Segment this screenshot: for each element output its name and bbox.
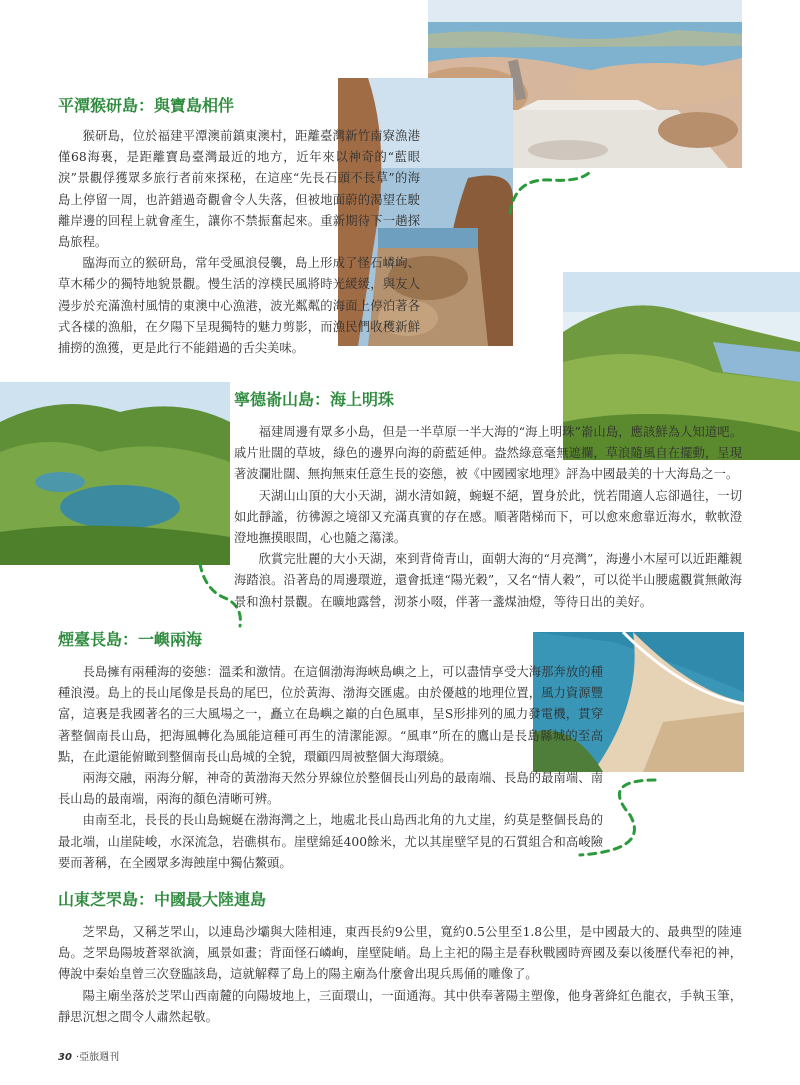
paragraph: 天湖山山頂的大小天湖，湖水清如鏡，蜿蜒不絕，置身於此，恍若閒適人忘卻過往，一切如此靜謐，彷彿源之境卻又充滿真實的存在感。順著階梯而下，可以愈來愈靠近海水，軟軟澄澄地撫摸眼間，心也隨之蕩漾。 [234,488,742,546]
paragraph: 芝罘島，又稱芝罘山，以連島沙壩與大陸相連，東西長約9公里，寬約0.5公里至1.8公里，是中國最大的、最典型的陸連島。芝罘島陽坡蒼翠欲滴，風景如畫；背面怪石嶙峋，崖壁陡峭。島上主祀的陽主是春秋戰國時齊國及秦以後歷代奉祀的神，傳說中秦始皇曾三次登臨該島，這就解釋了島上的陽主廟為什麼會出現兵馬俑的雕像了。 [58,925,742,982]
dash-curve-1 [505,168,595,218]
page-number: 30 [58,1052,72,1063]
section-title-houyan: 平潭猴研島：與寶島相伴 [58,96,235,115]
footer-separator: · [75,1052,80,1063]
paragraph: 兩海交融，兩海分解，神奇的黃渤海天然分界線位於整個長山列島的最南端、長島的最南端、南長山島的最南端，兩海的顏色清晰可辨。 [58,771,603,807]
paragraph: 福建周邊有眾多小島，但是一半草原一半大海的“海上明珠”嵛山島，應該鮮為人知道吧。戚片壯闊的草坡，綠色的邊界向海的蔚藍延伸。盎然綠意毫無遮攔，草浪隨風自在擺動，呈現著波瀾壯闊、無拘無束任意生長的姿態，被《中國國家地理》評為中國最美的十大海島之一。 [234,425,742,482]
publication-name: 亞旅週刊 [79,1052,120,1063]
paragraph: 猴研島，位於福建平潭澳前鎮東澳村，距離臺灣新竹南寮漁港僅68海裏，是距離寶島臺灣最近的地方，近年來以神奇的“藍眼淚”景觀俘獲眾多旅行者前來探秘，在這座“先長石頭不長草”的海島上停留一周，也許錯過奇觀會令人失落，但被地面蔚的渴望在駛離岸邊的回程上就會產生，讓你不禁振奮起來。重新期待下一趟探島旅程。 [58,129,420,250]
section-title-yushan: 寧德嵛山島：海上明珠 [234,390,395,409]
section-title-changdao: 煙臺長島：一嶼兩海 [58,630,203,649]
section-title-zhifu: 山東芝罘島：中國最大陸連島 [58,890,267,909]
section-body-zhifu [58,922,742,1028]
paragraph: 由南至北，長長的長山島蜿蜒在渤海灣之上，地處北長山島西北角的九丈崖，約莫是整個長島的最北端，山崖陡峻，水深流急，岩礁棋布。崖壁綿延400餘米，尤以其崖壁罕見的石質組合和高峻險要而著稱，在全國眾多海蝕崖中獨佔鰲頭。 [58,813,603,870]
section-body-houyan [58,126,420,359]
paragraph: 陽主廟坐落於芝罘山西南麓的向陽坡地上，三面環山，一面通海。其中供奉著陽主塑像，他身著絳紅色龍衣，手執玉筆，靜思沉想之間令人肅然起敬。 [58,988,742,1024]
section-body-changdao [58,662,603,874]
page-footer [58,1048,119,1063]
section-body-yushan [234,422,742,613]
paragraph: 長島擁有兩種海的姿態：溫柔和激情。在這個渤海海峽島嶼之上，可以盡情享受大海那奔放的種種浪漫。島上的長山尾像是長島的尾巴，位於黃海、渤海交匯處。由於優越的地理位置，風力資源豐富，這裏是我國著名的三大風場之一，矗立在島嶼之巔的白色風車，呈S形排列的風力發電機，貫穿著整個南長山島，把海風轉化為風能這種可再生的清潔能源。“風車”所在的鷹山是長島縣城的至高點，在此還能俯瞰到整個南長山島城的全貌，環顧四周被整個大海環繞。 [58,665,603,764]
paragraph: 欣賞完壯麗的大小天湖，來到背倚青山，面朝大海的“月亮灣”，海邊小木屋可以近距離親海踏浪。沿著島的周邊環遊，還會抵達“陽光穀”，又名“情人穀”，可以從半山腰處觀賞無敵海景和漁村景觀。在曠地露營，沏茶小啜，伴著一盞煤油燈，等待日出的美好。 [234,552,742,609]
photo-mountain-lake [0,382,230,565]
paragraph: 臨海而立的猴研島，常年受風浪侵襲，島上形成了怪石嶙峋、草木稀少的獨特地貌景觀。慢生活的淳樸民風將時光緩緩，與友人漫步於充滿漁村風情的東澳中心漁港，波光粼粼的海面上停泊著各式各樣的漁船，在夕陽下呈現獨特的魅力剪影，而漁民們收穫新鮮捕撈的漁獲，更是此行不能錯過的舌尖美味。 [58,256,420,356]
